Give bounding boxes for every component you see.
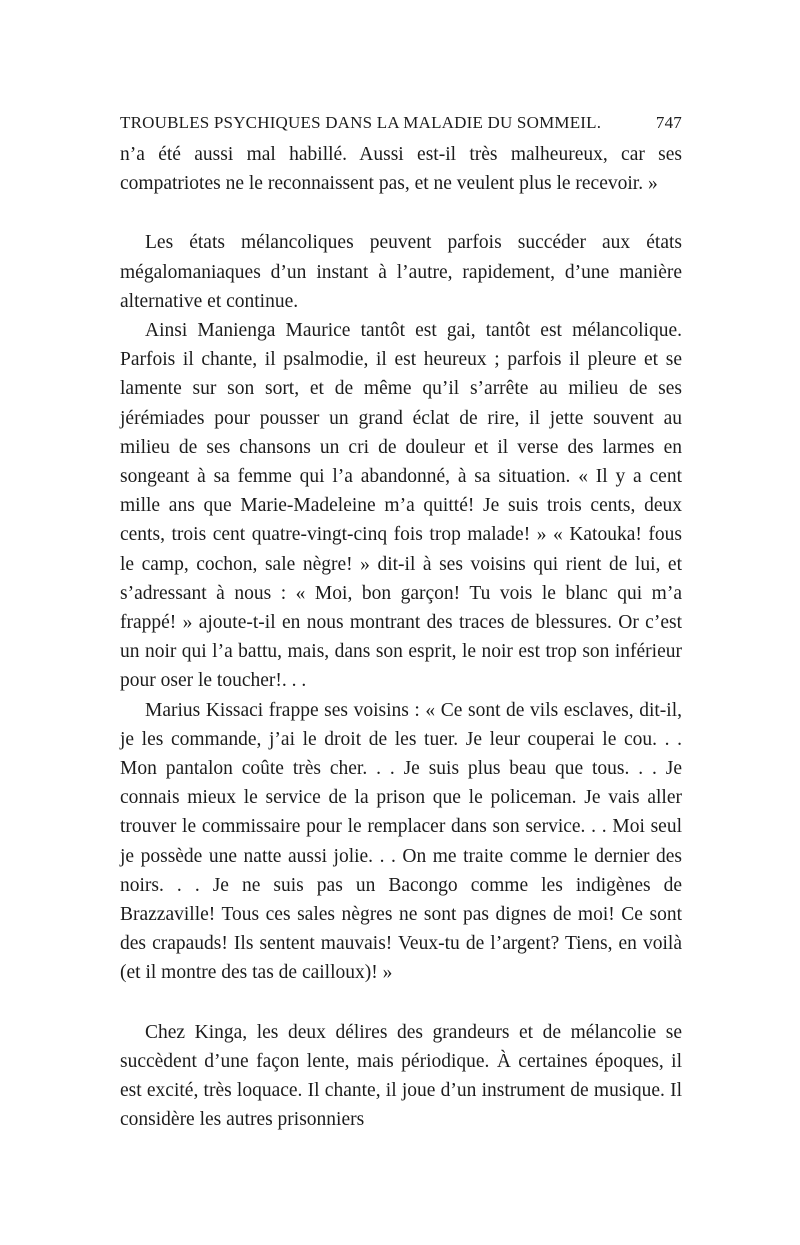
paragraph-5: Chez Kinga, les deux délires des grandeurs et de mélancolie se succèdent d’une façon lente, mais périodique. À certaines époques, il est excité, très loquace. Il chante, il joue d’un instrument de musique. Il considère les autres prisonniers [120, 1021, 682, 1131]
running-title: TROUBLES PSYCHIQUES DANS LA MALADIE DU SOMMEIL. [120, 113, 602, 132]
section-gap [120, 988, 682, 1018]
book-page [120, 108, 682, 1135]
page-number: 747 [655, 113, 682, 132]
paragraph-1: n’a été aussi mal habillé. Aussi est-il très malheureux, car ses compatriotes ne le reconnaissent pas, et ne veulent plus le recevoir. » [120, 144, 682, 195]
paragraph-3: Ainsi Manienga Maurice tantôt est gai, tantôt est mélancolique. Parfois il chante, il psalmodie, il est heureux ; parfois il pleure et se lamente sur son sort, et de même qu’il s’arrête au milieu de ses jérémiades pour pousser un grand éclat de rire, il jette souvent au milieu de ses chansons un cri de douleur et il verse des larmes en songeant à sa femme qui l’a abandonné, à sa situation. « Il y a cent mille ans que Marie-Madeleine m’a quitté! Je suis trois cents, deux cents, trois cent quatre-vingt-cinq fois trop malade! » « Katouka! fous le camp, cochon, sale nègre! » dit-il à ses voisins qui rient de lui, et s’adressant à nous : « Moi, bon garçon! Tu vois le blanc qui m’a frappé! » ajoute-t-il en nous montrant des traces de blessures. Or c’est un noir qui l’a battu, mais, dans son esprit, le noir est trop son inférieur pour oser le toucher!. . . [120, 320, 682, 692]
section-gap [120, 198, 682, 228]
paragraph-4: Marius Kissaci frappe ses voisins : « Ce sont de vils esclaves, dit-il, je les commande, j’ai le droit de les tuer. Je leur couperai le cou. . . Mon pantalon coûte très cher. . . Je suis plus beau que tous. . . Je connais mieux le service de la prison que le policeman. Je vais aller trouver le commissaire pour le remplacer dans son service. . . Moi seul je possède une natte aussi jolie. . . On me traite comme le dernier des noirs. . . Je ne suis pas un Bacongo comme les indigènes de Brazzaville! Tous ces sales nègres ne sont pas dignes de moi! Ce sont des crapauds! Ils sentent mauvais! Veux-tu de l’argent? Tiens, en voilà (et il montre des tas de cailloux)! » [120, 699, 682, 984]
running-head [120, 108, 682, 138]
paragraph-2: Les états mélancoliques peuvent parfois succéder aux états mégalomaniaques d’un instant à l’autre, rapidement, d’une manière alternative et continue. [120, 232, 682, 312]
